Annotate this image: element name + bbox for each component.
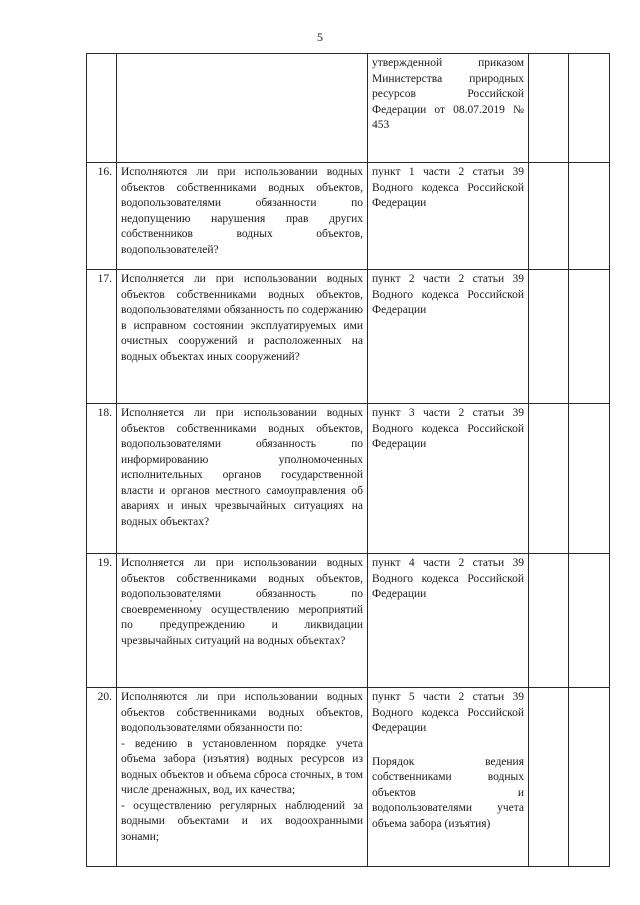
row-number: 19.	[87, 554, 117, 688]
reference-cell	[368, 163, 529, 270]
question-cell	[117, 54, 368, 163]
note-cell	[569, 163, 610, 270]
reference-cell	[368, 404, 529, 554]
reference-cell	[368, 270, 529, 404]
answer-cell	[529, 270, 569, 404]
table-row	[87, 163, 610, 270]
reference-text: пункт 1 части 2 статьи 39 Водного кодекса Российской Федерации	[372, 166, 524, 209]
reference-cell	[368, 688, 529, 867]
answer-cell	[529, 163, 569, 270]
checklist-table	[86, 53, 610, 867]
table-row	[87, 404, 610, 554]
reference-text: пункт 4 части 2 статьи 39 Водного кодекса Российской Федерации	[372, 557, 524, 600]
note-cell	[569, 54, 610, 163]
note-cell	[569, 270, 610, 404]
answer-cell	[529, 688, 569, 867]
reference-text: пункт 5 части 2 статьи 39 Водного кодекса Российской Федерации	[372, 691, 524, 734]
reference-extra-text: Порядок ведения собственниками водных объектов и водопользователями учета объема забора (изъятия)	[372, 755, 524, 830]
table-row	[87, 54, 610, 163]
answer-cell	[529, 54, 569, 163]
answer-cell	[529, 404, 569, 554]
reference-text: пункт 3 части 2 статьи 39 Водного кодекса Российской Федерации	[372, 407, 524, 450]
question-cell: Исполняется ли при использовании водных объектов собственниками водных объектов, водопользователями обязанность по содержанию в исправном состоянии эксплуатируемых ими очистных сооружений и расположенных на водных объектах иных сооружений?	[117, 270, 368, 404]
question-cell: Исполняются ли при использовании водных объектов собственниками водных объектов, водопользователями обязанности по недопущению нарушения прав других собственников водных объектов, водопользователей?	[117, 163, 368, 270]
table-row	[87, 688, 610, 867]
question-cell: Исполняется ли при использовании водных объектов собственниками водных объектов, водопользователями обязанность по информированию уполномоченных исполнительных органов государственной власти и органов местного самоуправления об авариях и иных чрезвычайных ситуациях на водных объектах?	[117, 404, 368, 554]
row-number: 16.	[87, 163, 117, 270]
reference-cell	[368, 554, 529, 688]
table-row	[87, 270, 610, 404]
question-bullet: - осуществлению регулярных наблюдений за водными объектами и их водоохранными зонами;	[121, 799, 363, 843]
question-bullet: - ведению в установленном порядке учета объема забора (изъятия) водных ресурсов из водных объектов и объема сброса сточных, в том числе дренажных, вод, их качества;	[121, 737, 363, 796]
reference-text: утвержденной приказом Министерства природных ресурсов Российской Федерации от 08.07.2019 № 453	[372, 57, 524, 131]
question-text: Исполняются ли при использовании водных объектов собственниками водных объектов, водопользователями обязанности по:	[121, 691, 363, 734]
reference-text: пункт 2 части 2 статьи 39 Водного кодекса Российской Федерации	[372, 273, 524, 316]
row-number: 18.	[87, 404, 117, 554]
question-cell	[117, 688, 368, 867]
reference-cell	[368, 54, 529, 163]
row-number	[87, 54, 117, 163]
row-number: 20.	[87, 688, 117, 867]
answer-cell	[529, 554, 569, 688]
row-number: 17.	[87, 270, 117, 404]
note-cell	[569, 554, 610, 688]
question-cell: Исполняется ли при использовании водных объектов собственниками водных объектов, водопользователями обязанность по своевременному осуществлению мероприятий по предупреждению и ликвидации чрезвычайных ситуаций на водных объектах?	[117, 554, 368, 688]
note-cell	[569, 688, 610, 867]
table-row	[87, 554, 610, 688]
scan-speck	[190, 600, 192, 602]
note-cell	[569, 404, 610, 554]
page-number: 5	[317, 30, 323, 44]
